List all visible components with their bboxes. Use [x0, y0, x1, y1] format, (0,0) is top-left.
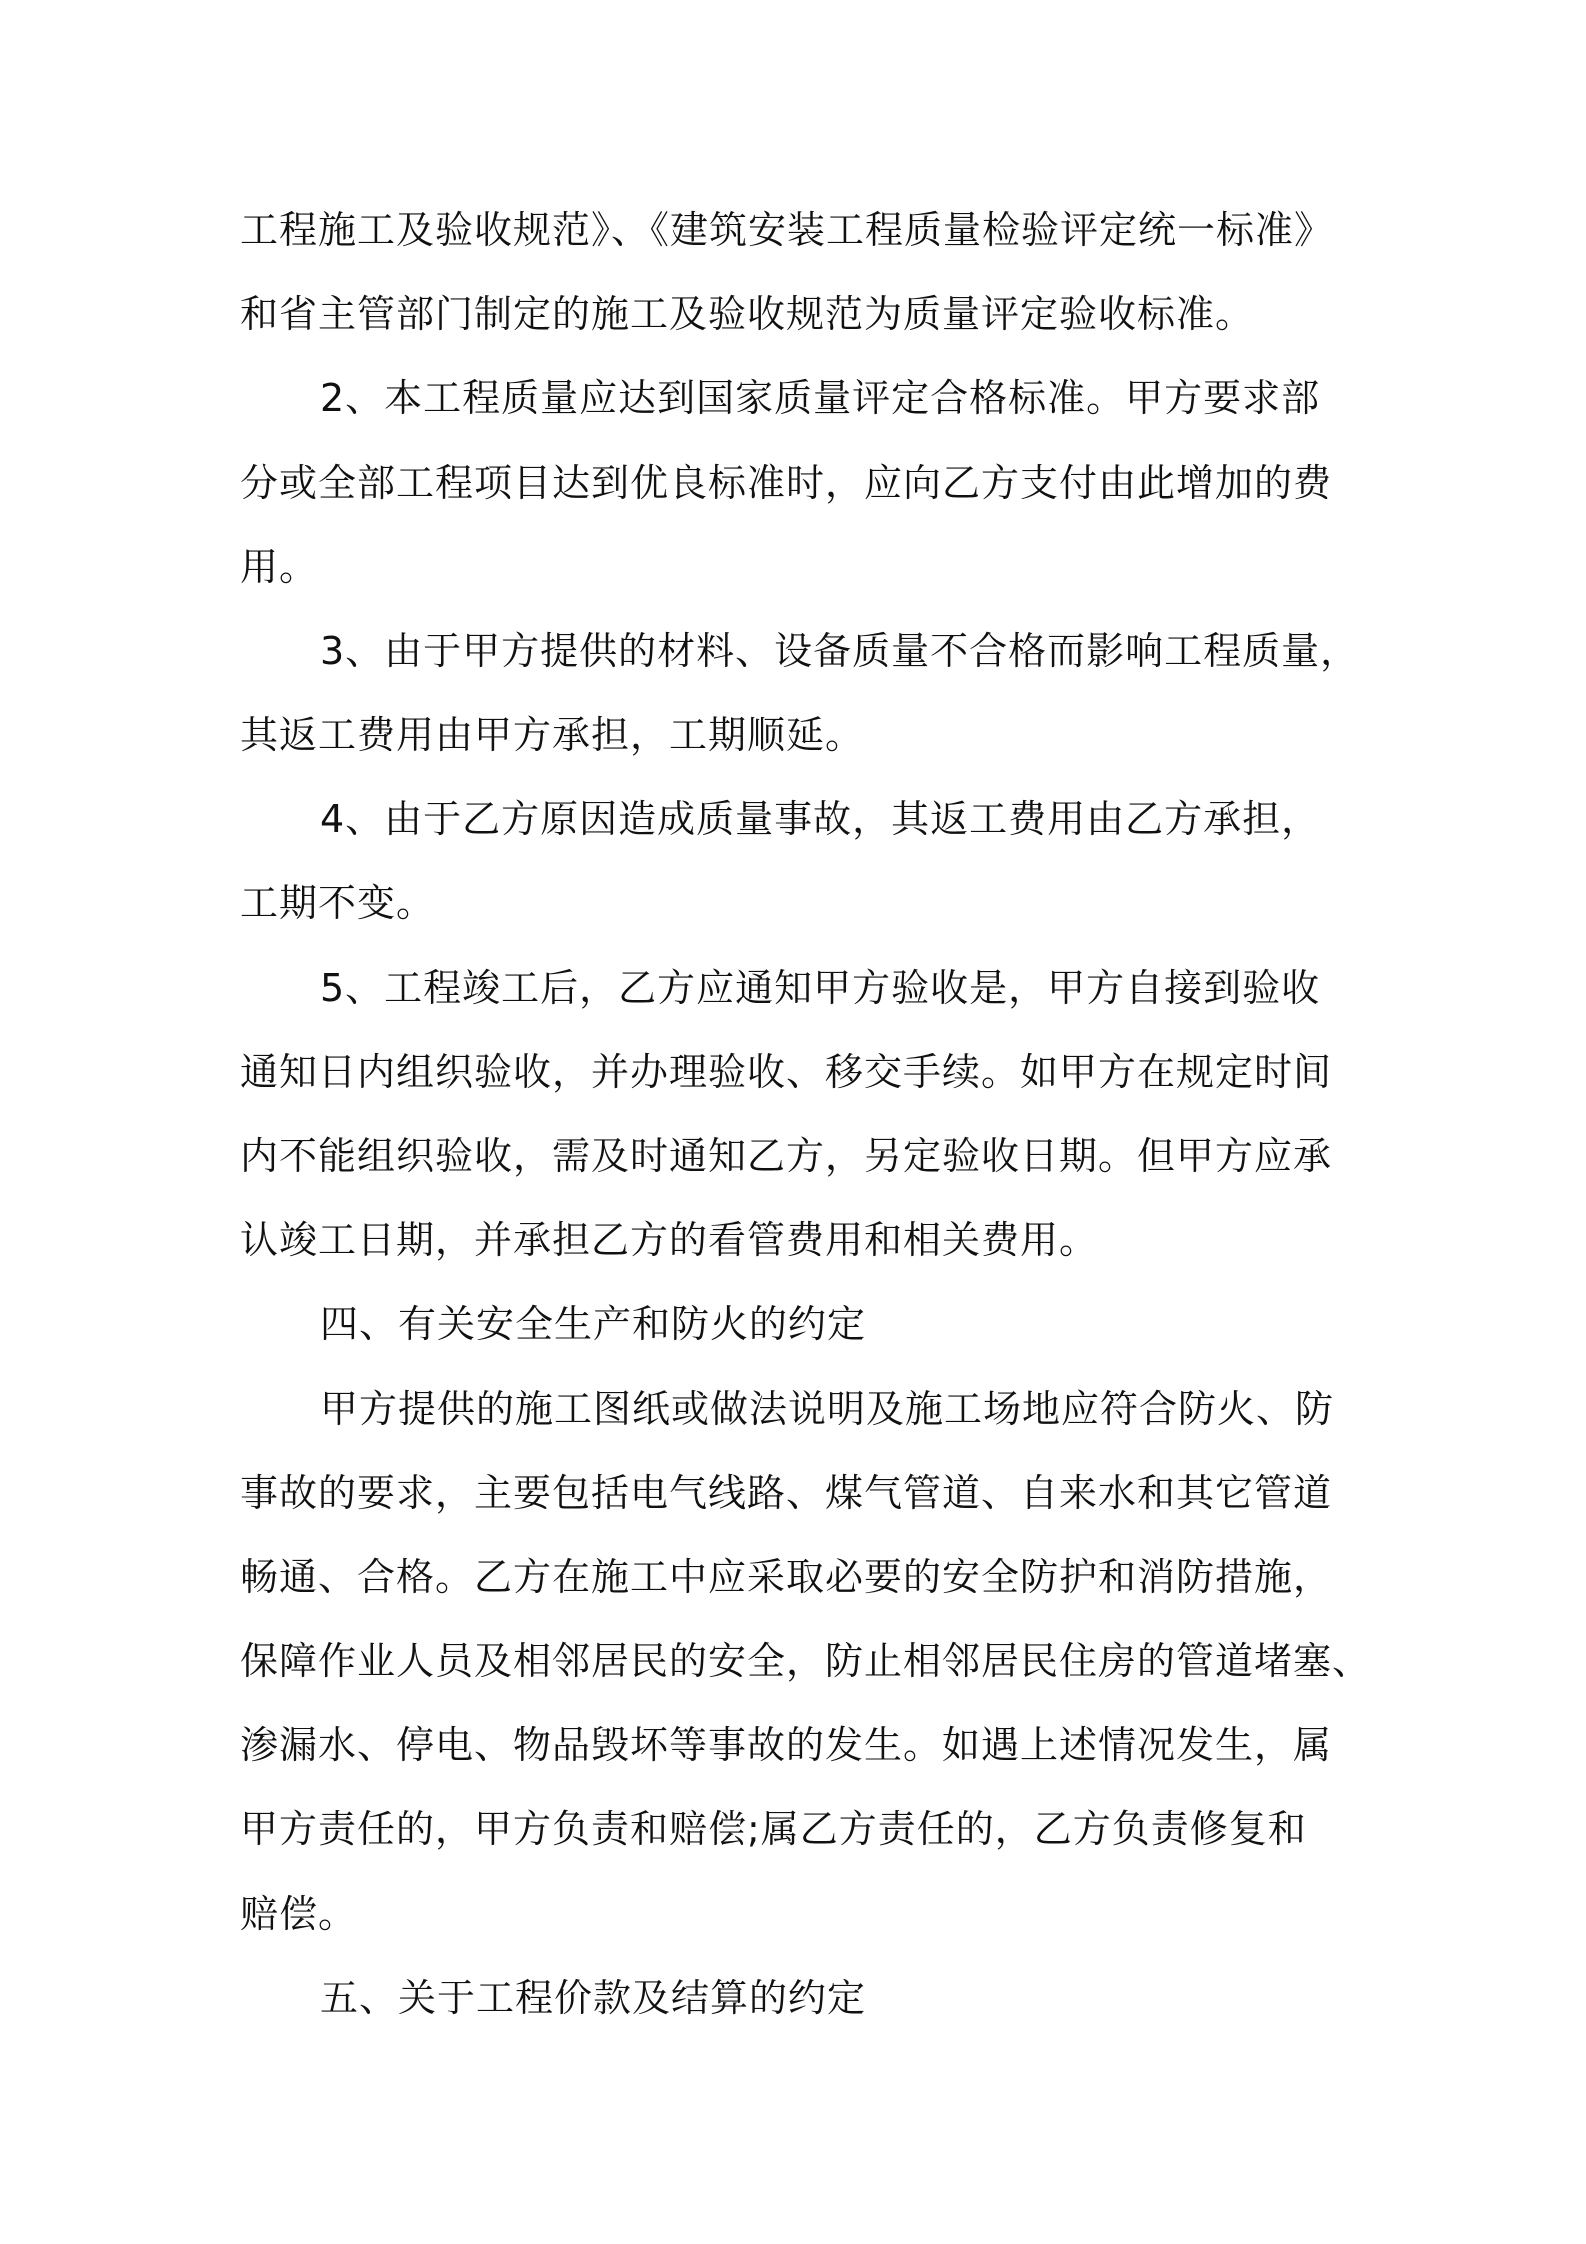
text-line: 赔偿。	[240, 1892, 358, 1936]
text-line: 工程施工及验收规范》、《建筑安装工程质量检验评定统一标准》	[240, 208, 1334, 252]
text-line: 畅通、合格。乙方在施工中应采取必要的安全防护和消防措施，	[240, 1555, 1333, 1599]
text-line: 内不能组织验收，需及时通知乙方，另定验收日期。但甲方应承	[240, 1134, 1333, 1178]
text-line: 通知日内组织验收，并办理验收、移交手续。如甲方在规定时间	[240, 1050, 1333, 1094]
text-line: 和省主管部门制定的施工及验收规范为质量评定验收标准。	[240, 292, 1255, 336]
text-line: 甲方责任的，甲方负责和赔偿;属乙方责任的，乙方负责修复和	[240, 1807, 1307, 1851]
text-line: 工期不变。	[240, 881, 436, 925]
section-heading: 四、有关安全生产和防火的约定	[320, 1302, 867, 1346]
text-line: 2、本工程质量应达到国家质量评定合格标准。甲方要求部	[320, 376, 1321, 420]
text-line: 保障作业人员及相邻居民的安全，防止相邻居民住房的管道堵塞、	[240, 1639, 1372, 1683]
text-line: 分或全部工程项目达到优良标准时，应向乙方支付由此增加的费	[240, 461, 1333, 505]
text-line: 认竣工日期，并承担乙方的看管费用和相关费用。	[240, 1218, 1099, 1262]
text-line: 4、由于乙方原因造成质量事故，其返工费用由乙方承担，	[320, 797, 1321, 841]
text-line: 事故的要求，主要包括电气线路、煤气管道、自来水和其它管道	[240, 1471, 1333, 1515]
text-line: 甲方提供的施工图纸或做法说明及施工场地应符合防火、防	[320, 1387, 1335, 1431]
text-line: 用。	[240, 545, 319, 589]
section-heading: 五、关于工程价款及结算的约定	[320, 1976, 867, 2020]
text-line: 3、由于甲方提供的材料、设备质量不合格而影响工程质量，	[320, 629, 1360, 673]
text-line: 渗漏水、停电、物品毁坏等事故的发生。如遇上述情况发生，属	[240, 1723, 1333, 1767]
text-line: 5、工程竣工后，乙方应通知甲方验收是，甲方自接到验收	[320, 966, 1321, 1010]
text-line: 其返工费用由甲方承担，工期顺延。	[240, 713, 865, 757]
